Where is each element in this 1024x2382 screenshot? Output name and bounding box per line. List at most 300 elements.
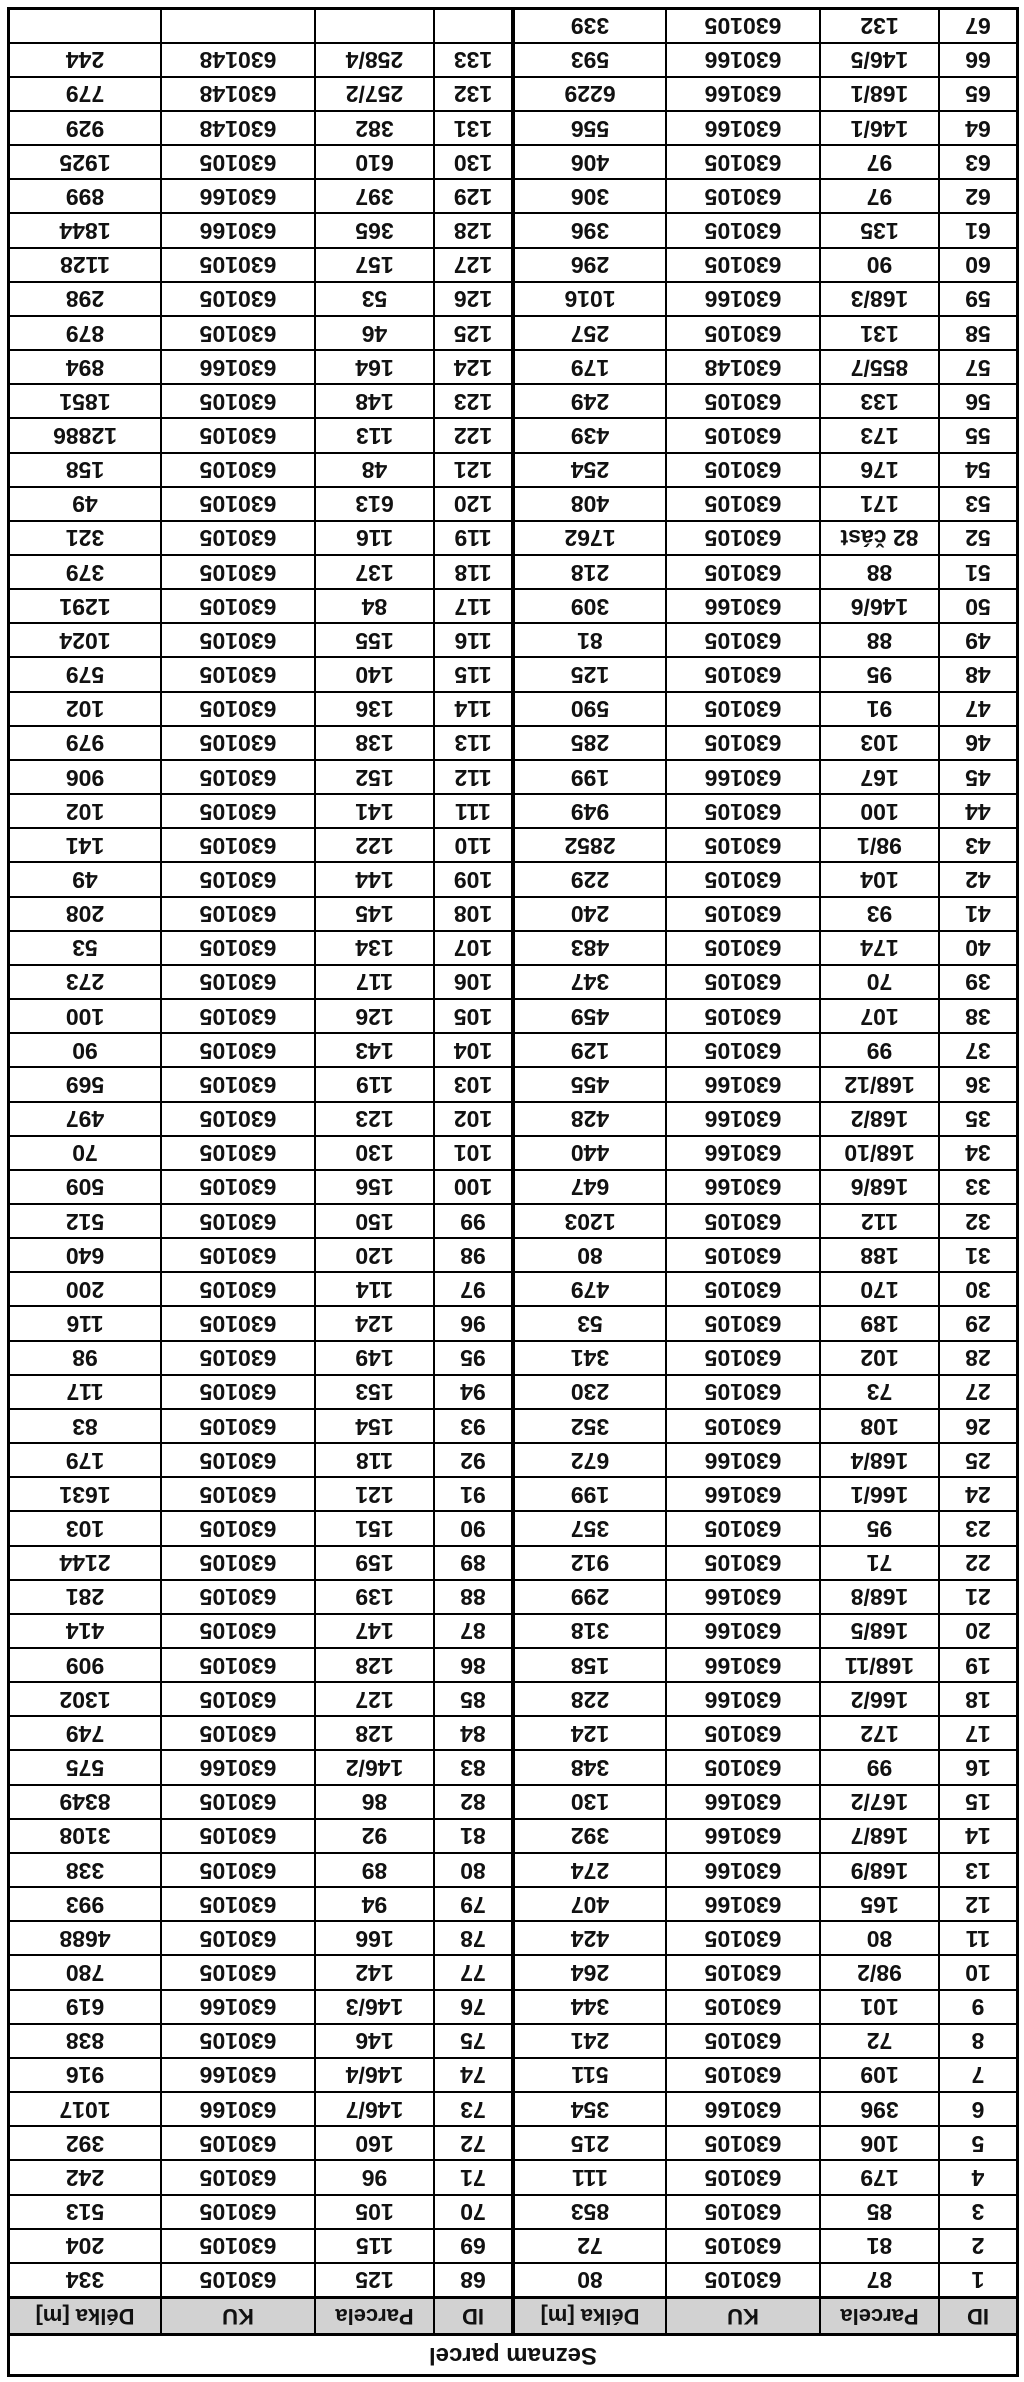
cell-delka: 281 <box>65 1584 105 1611</box>
cell-id: 13 <box>938 1854 1016 1886</box>
cell-id: 69 <box>433 2230 511 2262</box>
table-row <box>515 2228 1016 2262</box>
cell-delka: 899 <box>65 183 105 210</box>
cell-id: 67 <box>938 10 1016 42</box>
table-row <box>10 2159 511 2193</box>
cell-id: 55 <box>938 419 1016 451</box>
cell-parcela: 151 <box>314 1512 433 1544</box>
cell-id: 111 <box>433 795 511 827</box>
cell-parcela: 124 <box>314 1307 433 1339</box>
cell-parcela: 104 <box>819 863 938 895</box>
table-row <box>515 281 1016 315</box>
cell-parcela: 115 <box>314 2230 433 2262</box>
cell-ku: 630166 <box>160 1991 314 2023</box>
cell-ku: 630166 <box>160 214 314 246</box>
cell-parcela: 150 <box>314 1205 433 1237</box>
cell-ku: 630166 <box>665 1786 819 1818</box>
cell-delka: 392 <box>65 2130 105 2157</box>
cell-id: 54 <box>938 454 1016 486</box>
cell-delka: 619 <box>65 1994 105 2021</box>
table-row <box>515 554 1016 588</box>
table-row <box>10 1545 511 1579</box>
cell-id: 112 <box>433 761 511 793</box>
cell-parcela: 102 <box>819 1342 938 1374</box>
cell-parcela: 146/2 <box>314 1752 433 1784</box>
cell-parcela: 166/2 <box>819 1683 938 1715</box>
cell-ku: 630166 <box>665 1103 819 1135</box>
cell-parcela: 165 <box>819 1888 938 1920</box>
cell-id: 117 <box>433 590 511 622</box>
cell-delka: 254 <box>570 457 610 484</box>
cell-delka: 309 <box>570 593 610 620</box>
cell-id: 101 <box>433 1137 511 1169</box>
cell-parcela: 123 <box>314 1103 433 1135</box>
cell-id: 83 <box>433 1752 511 1784</box>
cell-delka: 780 <box>65 1960 105 1987</box>
cell-id: 89 <box>433 1547 511 1579</box>
cell-ku: 630166 <box>665 590 819 622</box>
cell-parcela: 610 <box>314 146 433 178</box>
cell-delka: 348 <box>570 1755 610 1782</box>
cell-ku: 630166 <box>665 1068 819 1100</box>
cell-delka: 179 <box>65 1447 105 1474</box>
cell-delka: 158 <box>570 1652 610 1679</box>
cell-parcela: 106 <box>819 2127 938 2159</box>
cell-parcela: 96 <box>314 2161 433 2193</box>
table-row <box>10 10 511 42</box>
cell-parcela: 86 <box>314 1786 433 1818</box>
cell-ku: 630166 <box>665 1478 819 1510</box>
cell-id: 132 <box>433 78 511 110</box>
cell-parcela: 152 <box>314 761 433 793</box>
cell-parcela: 133 <box>819 385 938 417</box>
header-parcela: Parcela <box>819 2299 938 2333</box>
table-row <box>10 1374 511 1408</box>
cell-ku: 630105 <box>160 2196 314 2228</box>
cell-delka: 141 <box>65 832 105 859</box>
cell-delka: 647 <box>570 1174 610 1201</box>
table-row <box>515 1545 1016 1579</box>
cell-id: 114 <box>433 693 511 725</box>
cell-ku: 630166 <box>665 1444 819 1476</box>
cell-parcela: 397 <box>314 180 433 212</box>
table-row <box>515 178 1016 212</box>
cell-ku: 630105 <box>160 419 314 451</box>
cell-delka: 579 <box>65 662 105 689</box>
cell-id: 103 <box>433 1068 511 1100</box>
cell-parcela: 365 <box>314 214 433 246</box>
cell-parcela: 382 <box>314 112 433 144</box>
cell-ku: 630105 <box>160 659 314 691</box>
table-row <box>10 2228 511 2262</box>
cell-id: 105 <box>433 1000 511 1032</box>
cell-parcela: 94 <box>314 1888 433 1920</box>
table-row <box>10 2194 511 2228</box>
table-row <box>10 1852 511 1886</box>
cell-id: 78 <box>433 1922 511 1954</box>
table-row <box>515 861 1016 895</box>
cell-delka: 2144 <box>59 1550 111 1577</box>
cell-delka: 483 <box>570 935 610 962</box>
cell-parcela: 159 <box>314 1547 433 1579</box>
cell-delka: 199 <box>570 1481 610 1508</box>
cell-id: 131 <box>433 112 511 144</box>
cell-delka: 1844 <box>59 218 111 245</box>
cell-delka: 257 <box>570 320 610 347</box>
table-row <box>515 2057 1016 2091</box>
table-row <box>515 315 1016 349</box>
cell-delka: 100 <box>65 1003 105 1030</box>
cell-id: 2 <box>938 2230 1016 2262</box>
cell-parcela: 112 <box>819 1205 938 1237</box>
table-row <box>515 1476 1016 1510</box>
cell-ku: 630166 <box>665 1820 819 1852</box>
table-row <box>515 930 1016 964</box>
cell-ku: 630105 <box>665 2264 819 2296</box>
cell-parcela: 168/5 <box>819 1615 938 1647</box>
cell-id: 61 <box>938 214 1016 246</box>
cell-parcela: 172 <box>819 1717 938 1749</box>
cell-ku: 630105 <box>160 1307 314 1339</box>
cell-ku: 630105 <box>160 1683 314 1715</box>
cell-ku: 630105 <box>160 1171 314 1203</box>
cell-parcela: 128 <box>314 1649 433 1681</box>
cell-id: 96 <box>433 1307 511 1339</box>
cell-parcela: 121 <box>314 1478 433 1510</box>
cell-delka: 909 <box>65 1652 105 1679</box>
cell-parcela: 146/3 <box>314 1991 433 2023</box>
cell-id: 37 <box>938 1034 1016 1066</box>
cell-parcela: 167/2 <box>819 1786 938 1818</box>
cell-id: 9 <box>938 1991 1016 2023</box>
cell-id: 4 <box>938 2161 1016 2193</box>
cell-parcela: 168/9 <box>819 1854 938 1886</box>
cell-ku: 630105 <box>665 693 819 725</box>
cell-parcela: 168/1 <box>819 78 938 110</box>
cell-delka: 439 <box>570 422 610 449</box>
cell-parcela: 128 <box>314 1717 433 1749</box>
cell-delka: 424 <box>570 1925 610 1952</box>
cell-ku: 630105 <box>665 1342 819 1374</box>
cell-parcela: 107 <box>819 1000 938 1032</box>
cell-ku: 630105 <box>665 522 819 554</box>
table-row <box>515 486 1016 520</box>
cell-delka: 306 <box>570 183 610 210</box>
cell-delka: 204 <box>65 2233 105 2260</box>
cell-parcela: 71 <box>819 1547 938 1579</box>
cell-ku: 630105 <box>665 1239 819 1271</box>
cell-id: 5 <box>938 2127 1016 2159</box>
cell-delka: 1017 <box>59 2096 111 2123</box>
table-row <box>515 1340 1016 1374</box>
cell-id: 109 <box>433 863 511 895</box>
table-row <box>515 110 1016 144</box>
cell-parcela: 93 <box>819 898 938 930</box>
cell-parcela: 168/11 <box>819 1649 938 1681</box>
cell-parcela: 145 <box>314 898 433 930</box>
table-row <box>515 1203 1016 1237</box>
cell-parcela: 95 <box>819 1512 938 1544</box>
cell-id: 92 <box>433 1444 511 1476</box>
cell-delka: 83 <box>72 1413 98 1440</box>
cell-ku: 630105 <box>160 1615 314 1647</box>
cell-ku: 630105 <box>160 1888 314 1920</box>
cell-parcela: 85 <box>819 2196 938 2228</box>
table-row <box>515 2194 1016 2228</box>
cell-parcela: 117 <box>314 966 433 998</box>
cell-delka: 102 <box>65 798 105 825</box>
cell-id: 72 <box>433 2127 511 2159</box>
cell-ku: 630105 <box>160 522 314 554</box>
table-row <box>10 622 511 656</box>
cell-id: 8 <box>938 2025 1016 2057</box>
table-row <box>10 725 511 759</box>
table-row <box>10 1237 511 1271</box>
cell-delka: 406 <box>570 149 610 176</box>
cell-delka: 512 <box>65 1208 105 1235</box>
cell-ku: 630105 <box>160 1922 314 1954</box>
table-row <box>10 212 511 246</box>
table-row <box>515 1784 1016 1818</box>
cell-id <box>433 10 511 42</box>
cell-delka: 949 <box>570 798 610 825</box>
header-row <box>515 2296 1016 2333</box>
cell-parcela: 168/6 <box>819 1171 938 1203</box>
cell-parcela: 134 <box>314 932 433 964</box>
cell-id: 45 <box>938 761 1016 793</box>
cell-ku: 630105 <box>160 317 314 349</box>
table-row <box>10 1613 511 1647</box>
header-id: ID <box>433 2299 511 2333</box>
cell-id: 11 <box>938 1922 1016 1954</box>
cell-id: 26 <box>938 1410 1016 1442</box>
cell-ku: 630105 <box>160 1444 314 1476</box>
cell-id: 85 <box>433 1683 511 1715</box>
table-row <box>10 827 511 861</box>
cell-parcela: 146 <box>314 2025 433 2057</box>
cell-ku: 630166 <box>665 761 819 793</box>
cell-ku: 630166 <box>665 1854 819 1886</box>
table-row <box>515 2262 1016 2296</box>
cell-delka: 124 <box>570 1720 610 1747</box>
cell-delka: 357 <box>570 1515 610 1542</box>
cell-delka: 81 <box>577 627 603 654</box>
cell-parcela: 168/7 <box>819 1820 938 1852</box>
cell-delka: 979 <box>65 730 105 757</box>
cell-ku: 630105 <box>665 1034 819 1066</box>
table-row <box>10 793 511 827</box>
cell-ku: 630105 <box>665 2059 819 2091</box>
cell-parcela: 160 <box>314 2127 433 2159</box>
table-row <box>10 281 511 315</box>
cell-id: 28 <box>938 1342 1016 1374</box>
cell-parcela: 143 <box>314 1034 433 1066</box>
cell-delka: 879 <box>65 320 105 347</box>
cell-ku: 630105 <box>160 1376 314 1408</box>
table-row <box>515 1886 1016 1920</box>
cell-delka: 6229 <box>564 81 616 108</box>
table-row <box>10 42 511 76</box>
cell-ku: 630166 <box>665 2093 819 2125</box>
cell-delka: 929 <box>65 115 105 142</box>
cell-id: 127 <box>433 249 511 281</box>
cell-id: 82 <box>433 1786 511 1818</box>
table-row <box>515 759 1016 793</box>
cell-id: 43 <box>938 829 1016 861</box>
table-row <box>10 2125 511 2159</box>
cell-id: 124 <box>433 351 511 383</box>
cell-ku: 630105 <box>665 180 819 212</box>
cell-id: 68 <box>433 2264 511 2296</box>
cell-parcela <box>314 10 433 42</box>
cell-delka: 440 <box>570 1140 610 1167</box>
cell-id: 115 <box>433 659 511 691</box>
cell-delka: 408 <box>570 491 610 518</box>
cell-delka: 338 <box>65 1857 105 1884</box>
table-row <box>515 1920 1016 1954</box>
cell-parcela: 396 <box>819 2093 938 2125</box>
cell-ku: 630105 <box>665 727 819 759</box>
cell-id: 90 <box>433 1512 511 1544</box>
cell-id: 87 <box>433 1615 511 1647</box>
table-row <box>10 247 511 281</box>
cell-ku: 630105 <box>665 454 819 486</box>
table-row <box>10 1579 511 1613</box>
cell-delka: 296 <box>570 252 610 279</box>
cell-id: 7 <box>938 2059 1016 2091</box>
cell-parcela: 166 <box>314 1922 433 1954</box>
cell-ku: 630105 <box>665 829 819 861</box>
cell-ku: 630166 <box>665 44 819 76</box>
table-row <box>10 383 511 417</box>
cell-ku: 630105 <box>160 966 314 998</box>
cell-parcela: 99 <box>819 1034 938 1066</box>
table-row <box>10 1169 511 1203</box>
table-row <box>515 1989 1016 2023</box>
cell-ku: 630105 <box>160 385 314 417</box>
cell-id: 50 <box>938 590 1016 622</box>
cell-ku: 630166 <box>665 78 819 110</box>
cell-ku: 630105 <box>160 1137 314 1169</box>
cell-id: 116 <box>433 624 511 656</box>
cell-parcela: 98/2 <box>819 1956 938 1988</box>
cell-ku: 630105 <box>665 624 819 656</box>
cell-id: 63 <box>938 146 1016 178</box>
cell-id: 76 <box>433 1991 511 2023</box>
cell-ku: 630105 <box>665 317 819 349</box>
cell-delka: 8349 <box>59 1789 111 1816</box>
cell-id: 47 <box>938 693 1016 725</box>
cell-id: 75 <box>433 2025 511 2057</box>
cell-delka: 273 <box>65 969 105 996</box>
cell-delka: 1762 <box>564 525 616 552</box>
cell-ku: 630105 <box>665 1410 819 1442</box>
cell-delka: 640 <box>65 1242 105 1269</box>
table-row <box>515 1408 1016 1442</box>
cell-id: 46 <box>938 727 1016 759</box>
cell-delka: 455 <box>570 1071 610 1098</box>
cell-delka: 1851 <box>59 388 111 415</box>
cell-id: 51 <box>938 556 1016 588</box>
table-row <box>515 998 1016 1032</box>
cell-id: 65 <box>938 78 1016 110</box>
cell-parcela: 257/2 <box>314 78 433 110</box>
cell-parcela: 139 <box>314 1581 433 1613</box>
cell-id: 22 <box>938 1547 1016 1579</box>
cell-parcela: 144 <box>314 863 433 895</box>
cell-ku: 630105 <box>665 1752 819 1784</box>
cell-parcela: 113 <box>314 419 433 451</box>
table-row <box>10 1954 511 1988</box>
cell-ku: 630105 <box>160 1854 314 1886</box>
cell-ku: 630105 <box>160 1239 314 1271</box>
cell-ku: 630105 <box>665 419 819 451</box>
cell-id: 39 <box>938 966 1016 998</box>
table-row <box>10 1032 511 1066</box>
cell-parcela: 100 <box>819 795 938 827</box>
cell-delka: 334 <box>65 2267 105 2294</box>
cell-parcela: 146/6 <box>819 590 938 622</box>
cell-id: 19 <box>938 1649 1016 1681</box>
table-row <box>10 1101 511 1135</box>
cell-parcela: 105 <box>314 2196 433 2228</box>
cell-delka: 129 <box>570 1037 610 1064</box>
cell-id: 93 <box>433 1410 511 1442</box>
cell-ku: 630105 <box>160 1786 314 1818</box>
cell-ku: 630105 <box>160 932 314 964</box>
cell-ku: 630105 <box>160 1273 314 1305</box>
cell-delka: 70 <box>72 1140 98 1167</box>
cell-delka: 103 <box>65 1515 105 1542</box>
cell-ku: 630105 <box>160 761 314 793</box>
cell-parcela: 188 <box>819 1239 938 1271</box>
cell-parcela: 140 <box>314 659 433 691</box>
cell-ku: 630105 <box>160 146 314 178</box>
cell-ku: 630105 <box>665 1000 819 1032</box>
cell-parcela: 114 <box>314 1273 433 1305</box>
cell-ku: 630166 <box>665 1649 819 1681</box>
cell-id: 107 <box>433 932 511 964</box>
cell-id: 31 <box>938 1239 1016 1271</box>
cell-parcela: 146/4 <box>314 2059 433 2091</box>
cell-parcela: 179 <box>819 2161 938 2193</box>
cell-ku: 630166 <box>160 2093 314 2125</box>
cell-delka: 215 <box>570 2130 610 2157</box>
cell-delka: 240 <box>570 901 610 928</box>
cell-ku: 630105 <box>665 659 819 691</box>
cell-ku: 630105 <box>665 1273 819 1305</box>
cell-parcela: 98/1 <box>819 829 938 861</box>
cell-delka: 916 <box>65 2062 105 2089</box>
cell-id: 122 <box>433 419 511 451</box>
table-row <box>515 827 1016 861</box>
cell-id: 12 <box>938 1888 1016 1920</box>
cell-delka: 672 <box>570 1447 610 1474</box>
cell-parcela: 135 <box>819 214 938 246</box>
cell-ku: 630105 <box>160 590 314 622</box>
table-row <box>515 1715 1016 1749</box>
cell-id: 130 <box>433 146 511 178</box>
cell-parcela: 48 <box>314 454 433 486</box>
cell-id: 59 <box>938 283 1016 315</box>
cell-ku: 630105 <box>160 898 314 930</box>
cell-ku <box>160 10 314 42</box>
cell-ku: 630105 <box>665 2127 819 2159</box>
cell-id: 33 <box>938 1171 1016 1203</box>
cell-ku: 630148 <box>160 44 314 76</box>
cell-delka: 264 <box>570 1960 610 1987</box>
table-row <box>515 1032 1016 1066</box>
